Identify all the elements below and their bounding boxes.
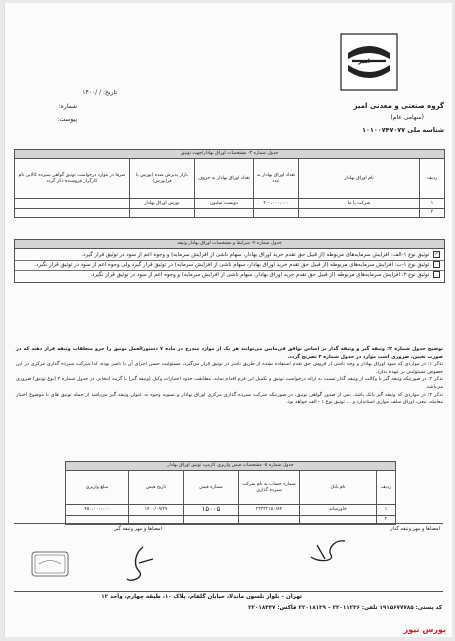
table-cell bbox=[15, 209, 130, 218]
date-value: / /۱۴۰۰ bbox=[82, 89, 102, 96]
table-cell: ۱۴۰۰/۰۹/۲۷ bbox=[129, 505, 184, 516]
table3-header: بازار پذیرش شده (بورس یا فرابورس) bbox=[130, 159, 195, 199]
table5-header: مبلغ واریزی bbox=[66, 471, 129, 505]
table3-header: صرفا در موارد درخواست توثیق گواهی سپرده کالایی نام کارگزار فروشنده ذکر گردد bbox=[15, 159, 130, 199]
date-label: تاریخ: bbox=[103, 89, 117, 96]
table5-header: تاریخ فیش bbox=[129, 471, 184, 505]
watermark-text: بورس نیوز bbox=[403, 625, 446, 634]
logo-text: امیر bbox=[358, 58, 370, 65]
table5-caption: جدول شماره ۵- مشخصات فیش واریزی کارمزد توثیق اوراق بهادار bbox=[66, 462, 396, 471]
condition-1-text: توثیق نوع ۱-الف: افزایش سرمایه‌های مربوطه (از قبیل حق تقدم خرید اوراق بهادار، سهام ناشی از افزایش سرمایه) و وجوه اعم از سود در توثیق قرار گیرد. bbox=[81, 252, 430, 258]
signature-box bbox=[14, 523, 443, 588]
table-cell bbox=[299, 209, 420, 218]
table-cell: ۲ bbox=[420, 209, 445, 218]
checkbox[interactable] bbox=[433, 271, 440, 278]
footer-divider bbox=[14, 591, 443, 592]
table5-header: شماره حساب به نام شرکت سپرده گذاری bbox=[239, 471, 300, 505]
date-field bbox=[82, 89, 117, 96]
table3-header: تعداد اوراق بهادار به عدد bbox=[254, 159, 299, 199]
table-cell bbox=[195, 209, 254, 218]
table-cell bbox=[130, 209, 195, 218]
explanation-paragraph: تذکر ۳: در مواردی که وثیقه گیر بانک باشد، پس از صدور گواهی توثیق، در صورتیکه شرکت سپرده گذاری مرکزی اوراق بهادار و تسویه وجوه به عنوان وثیقه گیر می‌باشد از جمله توثیق های با موضوع اختیار معامله، تبعی، اوراق سلف موازی استاندارد و ... توثیق نوع ۱ - الف خواهد بود. bbox=[16, 391, 443, 406]
table5-header: نام بانک bbox=[300, 471, 377, 505]
document-page bbox=[4, 3, 452, 637]
table3-header: تعداد اوراق بهادار به حروف bbox=[195, 159, 254, 199]
footer-contacts: کد پستی: ۱۹۱۵۶۷۷۷۸۵ تلفن: ۲۲۰۱۱۲۳۶ – ۲۲۰۱۸۱۳۹ فاکس: ۲۲۰۱۸۴۴۷ bbox=[248, 605, 442, 611]
condition-2-text: توثیق نوع ۱-ب: افزایش سرمایه‌های مربوطه (از قبیل حق تقدم خرید اوراق بهادار، سهام ناشی از افزایش سرمایه) در توثیق قرار گیرد ولی وجوه اعم از سود در توثیق قرار نگیرد. bbox=[34, 262, 430, 268]
table-row bbox=[66, 505, 396, 516]
explanation-paragraph: تذکر ۱: در مواردی که سود اوراق بهادار و وجه ناشی از فروش حق تقدم استفاده نشده از طریق ناشر در توثیق قرار می‌گیرد، مسئولیت حسن اجرای آن با ناشر بوده، لذا شرکت سپرده گذاری مرکزی در این خصوص مسئولیتی بر عهده ندارد. bbox=[16, 361, 444, 375]
table3-header: نام اوراق بهادار bbox=[299, 159, 420, 199]
condition-1 bbox=[15, 249, 444, 260]
number-label: شماره: bbox=[58, 103, 77, 110]
table-cell: بورس اوراق بهادار bbox=[130, 199, 195, 209]
table-cell: ۱ bbox=[420, 199, 445, 209]
checkbox-checked[interactable]: ✓ bbox=[434, 251, 439, 257]
checkbox[interactable] bbox=[433, 261, 440, 268]
table-cell: دویست میلیون bbox=[195, 199, 254, 209]
company-logo bbox=[340, 33, 398, 91]
table3-caption: جدول شماره ۳- مشخصات اوراق بهادار/جهت توثیق bbox=[15, 150, 445, 159]
table-cell bbox=[254, 209, 299, 218]
table-cell: خاورمیانه bbox=[300, 505, 377, 516]
table-cell: ۲۰۰،۰۰۰،۰۰۰ bbox=[254, 199, 299, 209]
explanation-notes bbox=[16, 346, 443, 407]
table-cell bbox=[15, 199, 130, 209]
payment-table bbox=[65, 461, 396, 525]
securities-table bbox=[14, 149, 445, 218]
table-cell: ۴۵۰،۰۰۰،۰۰۰ bbox=[66, 505, 129, 516]
table-cell: ۲ bbox=[377, 516, 396, 525]
explanation-paragraph: توضیح جدول شماره ۴: وثیقه گیر و وثیقه گذار بر اساس توافق فی‌مابین می‌توانند هر یک از موارد مندرج در ماده ۷ دستورالعمل توثیق را جزو متعلقات وثیقه قرار دهند که در صورت تعیین، ضروری است موارد در جدول شماره ۴ تصریح گردد. bbox=[16, 346, 443, 360]
table5-header: ردیف bbox=[377, 471, 396, 505]
table5-header: شماره فیش bbox=[184, 471, 239, 505]
table-cell: ۱۵۰۰۵ bbox=[184, 505, 239, 516]
condition-2 bbox=[15, 260, 444, 270]
company-type: (سهامی عام) bbox=[390, 114, 424, 121]
table3-header: ردیف bbox=[420, 159, 445, 199]
company-name: گروه صنعتی و معدنی امیر bbox=[353, 102, 444, 110]
table-cell: شرکت پا ما bbox=[299, 199, 420, 209]
pledgor-signature-label: امضاها و مهر وثیقه گذار bbox=[390, 526, 440, 532]
table-cell: ۲۲۲۳۲۱۵۰/۸۴ bbox=[239, 505, 300, 516]
footer-address: تهران – بلوار نلسون ماندلا، خیابان گلفام، پلاک ۱۰، طبقه چهارم، واحد ۱۲ bbox=[101, 594, 302, 600]
pledgee-signature-label: امضاها و مهر وثیقه گیر bbox=[114, 526, 162, 532]
condition-3-text: توثیق نوع ۲: افزایش سرمایه‌های مربوطه (از قبیل حق تقدم خرید اوراق بهادار، سهام ناشی از افزایش سرمایه) و وجوه اعم از سود در توثیق قرار نگیرد. bbox=[90, 272, 430, 278]
signature-mark bbox=[121, 543, 161, 587]
conditions-table bbox=[14, 239, 445, 283]
signature-mark bbox=[305, 535, 349, 567]
table-row bbox=[15, 199, 445, 209]
condition-3 bbox=[15, 270, 444, 282]
attachment-label: پیوست: bbox=[57, 116, 77, 123]
explanation-paragraph: تذکر ۲: در صورتیکه وثیقه گیر یا وکالت از وثیقه گذار نسبت به ارائه درخواست توثیق و تکمیل این فرم اقدام نماید، مطابقت حدود اختیارات وکیل (وثیقه گیر) با گزینه انتخابی در جدول شماره ۴ (نوع توثیق) ضروری می‌باشد. bbox=[16, 376, 443, 390]
table4-caption: جدول شماره ۴- شرایط و مشخصات اوراق بهادار وثیقه bbox=[15, 240, 444, 249]
table-cell: ۱ bbox=[377, 505, 396, 516]
company-stamp bbox=[31, 551, 69, 577]
table-row bbox=[15, 209, 445, 218]
national-id: شناسه ملی ۱۰۱۰۰۷۴۷۰۷۷ bbox=[362, 126, 444, 134]
